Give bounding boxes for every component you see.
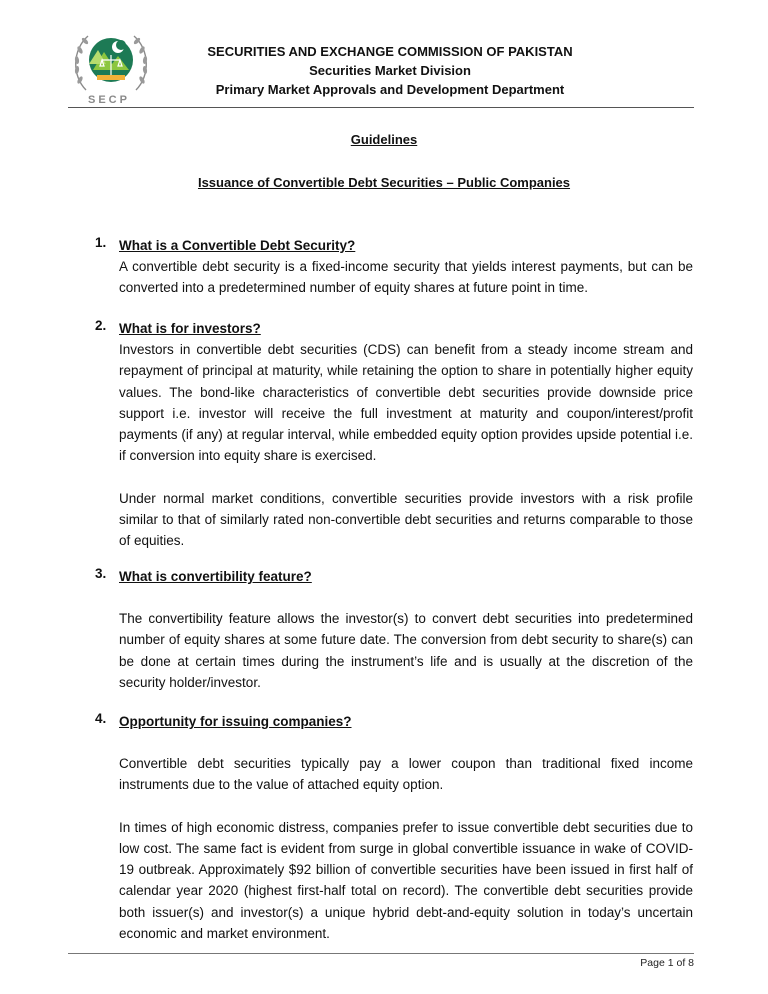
section-paragraph: A convertible debt security is a fixed-income security that yields interest payments, but can be converted into a predetermined number of equity shares at future point in time. bbox=[119, 259, 693, 296]
section-number: 4. bbox=[95, 711, 107, 726]
section-number: 1. bbox=[95, 235, 107, 250]
section-heading: What is a Convertible Debt Security? bbox=[119, 238, 356, 253]
section-number: 2. bbox=[95, 318, 107, 333]
secp-logo bbox=[66, 20, 156, 110]
commission-name: SECURITIES AND EXCHANGE COMMISSION OF PAKISTAN bbox=[207, 44, 573, 59]
section-heading: What is for investors? bbox=[119, 321, 261, 336]
section-paragraph: In times of high economic distress, companies prefer to issue convertible debt securities due to low cost. The same fact is evident from surge in global convertible issuance in wake of COVID-19 outbreak. Approximately $92 billion of convertible securities have been issued in first half of calendar year 2020 (highest first-half total on record). The convertible debt securities provide both issuer(s) and investor(s) a unique hybrid debt-and-equity solution in today’s uncertain economic and market environment. bbox=[119, 819, 693, 942]
section-paragraph: The convertibility feature allows the investor(s) to convert debt securities into predetermined number of equity shares at some future date. The conversion from debt security to share(s) can be done at certain times during the instrument’s life and is usually at the discretion of the security holder/investor. bbox=[119, 611, 693, 690]
logo-text: SECP bbox=[88, 94, 130, 106]
section-2 bbox=[95, 318, 693, 552]
section-1 bbox=[95, 235, 693, 299]
footer-divider bbox=[68, 953, 694, 954]
section-number: 3. bbox=[95, 566, 107, 581]
document-subtitle: Issuance of Convertible Debt Securities – Public Companies bbox=[197, 175, 571, 190]
section-paragraph: Investors in convertible debt securities (CDS) can benefit from a steady income stream and repayment of principal at maturity, while retaining the option to share in potentially higher equity values. The bond-like characteristics of convertible debt securities provide downside price support i.e. investor will receive the full investment at maturity and coupon/interest/profit payments (if any) at regular interval, while embedded equity option provides upside potential i.e. if conversion into equity share is exercised. bbox=[119, 342, 693, 464]
page-number: Page 1 of 8 bbox=[640, 957, 694, 969]
document-title: Guidelines bbox=[350, 132, 418, 147]
letterhead bbox=[150, 42, 630, 99]
division-name: Securities Market Division bbox=[309, 63, 471, 78]
section-4 bbox=[95, 711, 693, 944]
section-paragraph: Under normal market conditions, convertible securities provide investors with a risk profile similar to that of similarly rated non-convertible debt securities and returns comparable to those of equities. bbox=[119, 490, 693, 549]
header-divider bbox=[68, 107, 694, 108]
department-name: Primary Market Approvals and Development Department bbox=[215, 82, 565, 97]
section-3 bbox=[95, 566, 693, 693]
section-paragraph: Convertible debt securities typically pay a lower coupon than traditional fixed income instruments due to the value of attached equity option. bbox=[119, 756, 693, 793]
section-heading: What is convertibility feature? bbox=[119, 569, 312, 584]
section-heading: Opportunity for issuing companies? bbox=[119, 714, 352, 729]
